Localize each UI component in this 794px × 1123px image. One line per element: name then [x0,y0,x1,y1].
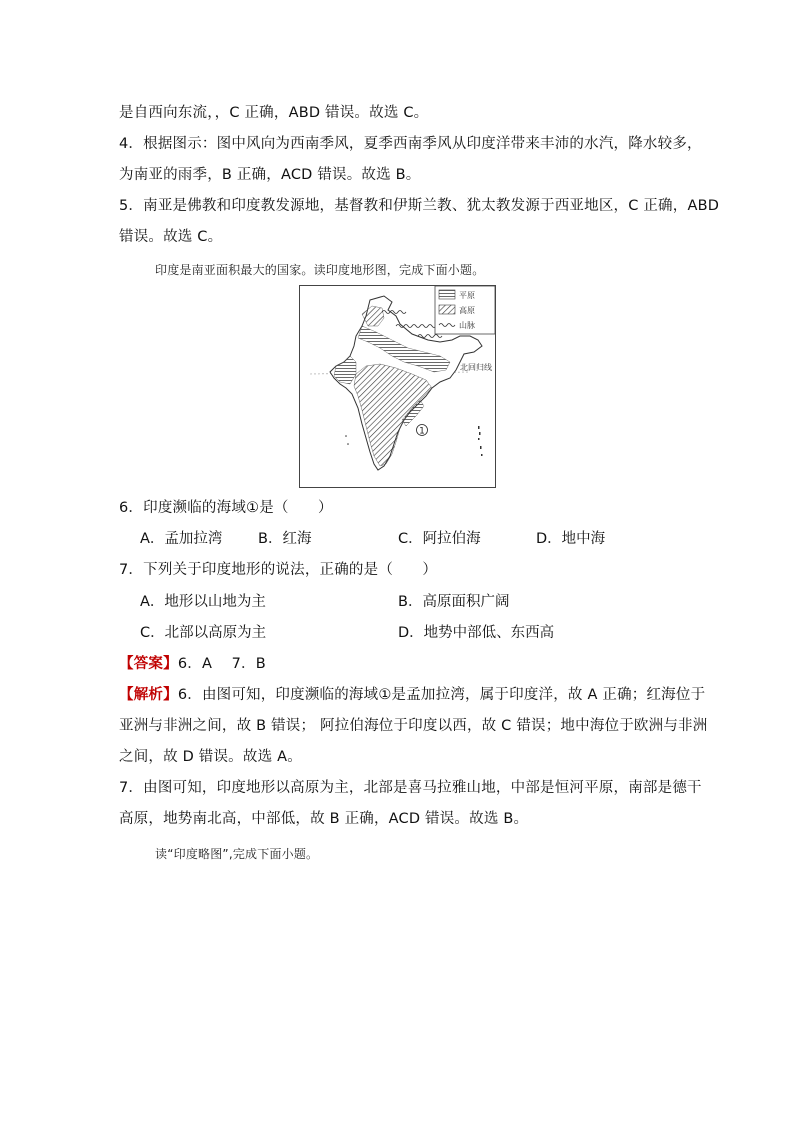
legend-plain-label: 平原 [459,291,475,300]
question-intro: 读“印度略图”,完成下面小题。 [155,847,319,861]
text-line: 5．南亚是佛教和印度教发源地，基督教和伊斯兰教、犹太教发源于西亚地区，C 正确，ABD [119,198,720,214]
q7-option-a: A．地形以山地为主 [140,594,266,610]
plateau-region [354,364,432,466]
q6-option-a: A．孟加拉湾 [140,531,223,547]
text-line: 高原，地势南北高，中部低，故 B 正确，ACD 错误。故选 B。 [119,811,529,827]
q6-option-b: B．红海 [258,531,312,547]
question-7: 7．下列关于印度地形的说法，正确的是（ ） [119,562,438,578]
text-line: 亚洲与非洲之间，故 B 错误； 阿拉伯海位于印度以西，故 C 错误；地中海位于欧洲与非洲 [119,718,708,734]
india-terrain-map [299,285,496,488]
tropic-label: 北回归线 [460,363,492,372]
map-legend [435,286,495,334]
question-intro: 印度是南亚面积最大的国家。读印度地形图，完成下面小题。 [155,263,485,277]
question-6: 6．印度濒临的海域①是（ ） [119,500,333,516]
q6-option-c: C．阿拉伯海 [398,531,481,547]
legend-mountain-label: 山脉 [459,321,475,330]
answer-text: 6．A 7．B [177,656,266,672]
answer-line [119,654,266,674]
legend-plain-swatch [439,290,455,299]
sea-marker: 1 [419,426,425,437]
andaman-islands [478,426,483,456]
text-line: 之间，故 D 错误。故选 A。 [119,749,302,765]
text-line: 为南亚的雨季，B 正确，ACD 错误。故选 B。 [119,167,421,183]
legend-plateau-label: 高原 [459,306,475,315]
q7-option-c: C．北部以高原为主 [140,625,267,641]
text-line: 7．由图可知，印度地形以高原为主，北部是喜马拉雅山地，中部是恒河平原，南部是德干 [119,780,702,796]
explanation-tag: 【解析】 [119,687,178,703]
mountain-range-east [418,335,442,338]
explanation-line [119,685,705,705]
q6-option-d: D．地中海 [536,531,606,547]
text-line: 4．根据图示：图中风向为西南季风，夏季西南季风从印度洋带来丰沛的水汽，降水较多， [119,136,702,152]
q7-option-b: B．高原面积广阔 [398,594,510,610]
text-line: 错误。故选 C。 [119,229,223,245]
explanation-text: 6．由图可知，印度濒临的海域①是孟加拉湾，属于印度洋，故 A 正确；红海位于 [177,687,706,703]
legend-plateau-swatch [439,305,455,314]
answer-tag: 【答案】 [119,656,178,672]
text-line: 是自西向东流，，C 正确，ABD 错误。故选 C。 [119,105,429,121]
lakshadweep-islands [345,435,349,445]
q7-option-d: D．地势中部低、东西高 [398,625,555,641]
